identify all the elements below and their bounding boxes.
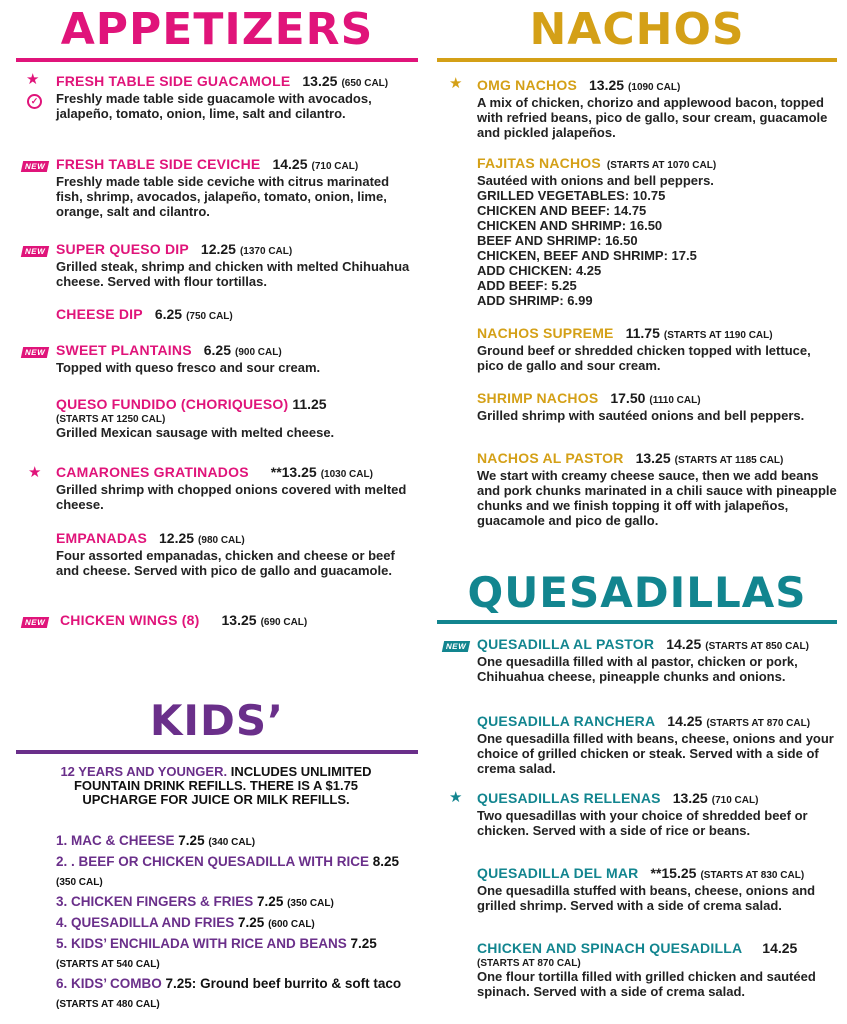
menu-item-empanadas: EMPANADAS 12.25 (980 CAL) Four assorted empanadas, chicken and cheese or beef and cheese. Served with pico de gallo and guacamole. — [56, 530, 395, 578]
kids-item: 5. KIDS’ ENCHILADA WITH RICE AND BEANS 7.25 (STARTS AT 540 CAL) — [56, 936, 377, 970]
menu-item-ceviche: FRESH TABLE SIDE CEVICHE 14.25 (710 CAL) Freshly made table side ceviche with citrus marinated fish, shrimp, avocados, jalapeño, tomato, onion, lime, orange, salt and cilantro. — [56, 156, 390, 219]
kids-rule — [16, 750, 418, 754]
menu-item-cheese-dip: CHEESE DIP 6.25 (750 CAL) — [56, 306, 233, 322]
appetizers-rule — [16, 58, 418, 62]
star-icon: ★ — [26, 71, 40, 88]
star-icon: ★ — [449, 789, 463, 806]
new-badge: NEW — [21, 347, 50, 358]
appetizers-title: APPETIZERS — [60, 4, 374, 55]
kids-item: 2. . BEEF OR CHICKEN QUESADILLA WITH RICE 8.25 (350 CAL) — [56, 854, 400, 888]
right-column — [437, 0, 837, 999]
menu-item-quesadilla-ranchera: QUESADILLA RANCHERA 14.25 (STARTS AT 870 CAL) One quesadilla filled with beans, cheese, onions and your choice of grilled chicken or steak. Served with a side of crema salad. — [477, 713, 834, 776]
menu-item-nachos-supreme: NACHOS SUPREME 11.75 (STARTS AT 1190 CAL) Ground beef or shredded chicken topped with lettuce, pico de gallo and sour cream. — [477, 325, 811, 373]
menu-item-shrimp-nachos: SHRIMP NACHOS 17.50 (1110 CAL) Grilled shrimp with sautéed onions and bell peppers. — [477, 390, 805, 423]
menu-item-omg-nachos: OMG NACHOS 13.25 (1090 CAL) A mix of chicken, chorizo and applewood bacon, topped with refried beans, pico de gallo, sour cream, guacamole and pickled jalapeños. — [477, 77, 828, 140]
star-icon: ★ — [28, 464, 42, 481]
nachos-title: NACHOS — [529, 4, 745, 55]
quesadillas-rule — [437, 620, 837, 624]
kids-header — [16, 696, 418, 745]
new-badge: NEW — [21, 161, 50, 172]
menu-item-nachos-al-pastor: NACHOS AL PASTOR 13.25 (STARTS AT 1185 CAL) We start with creamy cheese sauce, then we add beans and pork chunks marinated in a chili sauce with pineapple chunks and we finish topping it off with jalapeños, guacamole and pico de gallo. — [477, 450, 837, 528]
menu-item-quesadilla-al-pastor: QUESADILLA AL PASTOR 14.25 (STARTS AT 850 CAL) One quesadilla filled with al pastor, chicken or pork, Chihuahua cheese, pineapple chunks and onions. — [477, 636, 809, 684]
menu-item-sweet-plantains: SWEET PLANTAINS 6.25 (900 CAL) Topped with queso fresco and sour cream. — [56, 342, 321, 375]
kids-item: 6. KIDS’ COMBO 7.25: Ground beef burrito & soft taco (STARTS AT 480 CAL) — [56, 976, 402, 1010]
quesadillas-title: QUESADILLAS — [467, 568, 807, 617]
kids-item: 1. MAC & CHEESE 7.25 (340 CAL) — [56, 833, 256, 848]
menu-item-fajitas-nachos: FAJITAS NACHOS (STARTS AT 1070 CAL) Sautéed with onions and bell peppers. GRILLED VEGETABLES: 10.75 CHICKEN AND BEEF: 14.75 CHICKEN AND SHRIMP: 16.50 BEEF AND SHRIMP: 16.50 CHICKEN, BEEF AND SHRIMP: 17.5 ADD CHICKEN: 4.25 ADD BEEF: 5.25 ADD SHRIMP: 6.99 — [477, 155, 717, 308]
menu-item-guacamole: FRESH TABLE SIDE GUACAMOLE 13.25 (650 CAL) Freshly made table side guacamole with avocados, jalapeño, tomato, onion, lime, salt and cilantro. — [56, 73, 389, 121]
menu-item-camarones-gratinados: CAMARONES GRATINADOS **13.25 (1030 CAL) Grilled shrimp with chopped onions covered with melted cheese. — [56, 464, 407, 512]
star-icon: ★ — [449, 75, 463, 92]
kids-title: KIDS’ — [149, 696, 285, 745]
kids-item: 4. QUESADILLA AND FRIES 7.25 (600 CAL) — [56, 915, 315, 930]
menu-item-chicken-wings: CHICKEN WINGS (8) 13.25 (690 CAL) — [60, 612, 308, 628]
new-badge: NEW — [21, 246, 50, 257]
left-column — [16, 0, 418, 1010]
menu-item-quesadillas-rellenas: QUESADILLAS RELLENAS 13.25 (710 CAL) Two quesadillas with your choice of shredded beef or chicken. Served with a side of rice or beans. — [477, 790, 808, 838]
menu-item-quesadilla-del-mar: QUESADILLA DEL MAR **15.25 (STARTS AT 830 CAL) One quesadilla stuffed with beans, cheese, onions and grilled shrimp. Served with a side of crema salad. — [477, 865, 816, 913]
nachos-rule — [437, 58, 837, 62]
menu-item-chicken-spinach-quesadilla: CHICKEN AND SPINACH QUESADILLA 14.25 (STARTS AT 870 CAL) One flour tortilla filled with grilled chicken and sautéed spinach. Served with a side of crema salad. — [477, 940, 816, 999]
kids-item: 3. CHICKEN FINGERS & FRIES 7.25 (350 CAL) — [56, 894, 334, 909]
menu-item-queso-fundido: QUESO FUNDIDO (CHORIQUESO) 11.25 (STARTS AT 1250 CAL) Grilled Mexican sausage with melted cheese. — [56, 396, 335, 440]
kids-list — [56, 831, 416, 1014]
check-circle-icon: ✓ — [27, 94, 42, 109]
kids-intro: 12 YEARS AND YOUNGER. INCLUDES UNLIMITED FOUNTAIN DRINK REFILLS. THERE IS A $1.75 UPCHARGE FOR JUICE OR MILK REFILLS. — [60, 764, 372, 807]
new-badge: NEW — [442, 641, 471, 652]
menu-item-super-queso-dip: SUPER QUESO DIP 12.25 (1370 CAL) Grilled steak, shrimp and chicken with melted Chihuahua cheese. Served with flour tortillas. — [56, 241, 410, 289]
new-badge: NEW — [21, 617, 50, 628]
